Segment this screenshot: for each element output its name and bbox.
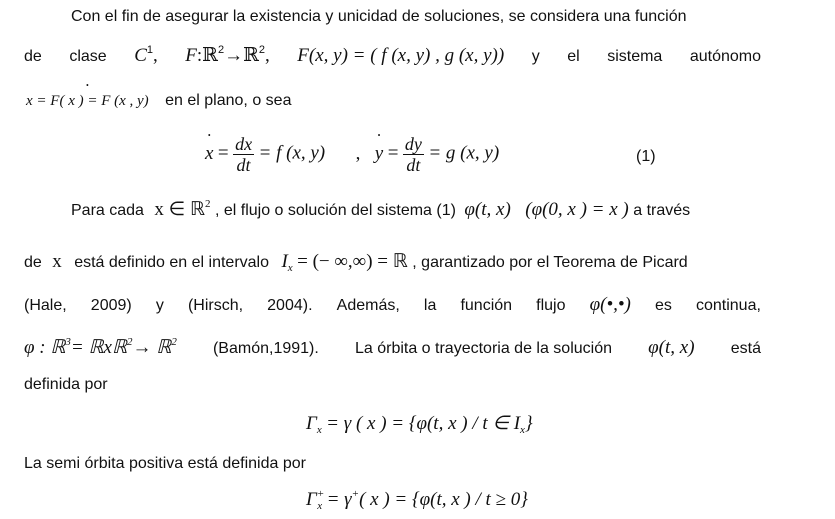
initial-condition: (φ(0, x ) = x ) bbox=[525, 199, 629, 220]
word: clase bbox=[69, 48, 107, 65]
word: (Hirsch, bbox=[187, 297, 244, 314]
p2-line2-f: , garantizado por el Teorema de Picard bbox=[412, 254, 688, 271]
rhs-g: = g (x, y) bbox=[428, 142, 500, 164]
p2-line2-a: de bbox=[24, 254, 42, 271]
autonomous-system: • x = F( x ) = F (x , y) bbox=[26, 93, 149, 109]
rhs-f: = f (x, y) bbox=[258, 142, 326, 164]
word: y bbox=[531, 48, 540, 65]
word: sistema bbox=[607, 48, 663, 65]
gamma-x: $\Gamma_x$ bbox=[306, 413, 322, 436]
equation-1-label: (1) bbox=[636, 148, 656, 165]
p2-line1-f: a través bbox=[633, 202, 691, 219]
word: (Hale, bbox=[24, 297, 67, 314]
p2-line1-c: , el flujo o solución del sistema (1) bbox=[214, 202, 456, 219]
word: de bbox=[24, 48, 42, 65]
word: y bbox=[155, 297, 164, 314]
citation-bamon: (Bamón,1991). bbox=[212, 340, 319, 357]
dx-dt-fraction: $\frac{dx}{dt}$ bbox=[235, 134, 253, 175]
equals: = bbox=[387, 142, 399, 164]
p2-line5: definida por bbox=[24, 376, 108, 393]
word: el bbox=[567, 48, 580, 65]
p2-line1 bbox=[71, 198, 690, 221]
map-F: F:ℝ$^2$→ℝ$^2$, bbox=[185, 44, 270, 66]
p1-line1-text: Con el fin de asegurar la existencia y unicidad de soluciones, se considera una función bbox=[71, 8, 687, 25]
equals: = bbox=[217, 142, 229, 164]
equation-orbit bbox=[306, 412, 533, 436]
phi-dot-dot: φ(•,•) bbox=[589, 294, 631, 315]
p2-line2-c: está definido en el intervalo bbox=[74, 254, 269, 271]
gamma-plus-x: $\Gamma^+_x$ bbox=[306, 488, 325, 512]
word: 2004). bbox=[267, 297, 313, 314]
p3-line: La semi órbita positiva está definida por bbox=[24, 455, 306, 472]
positive-orbit-set: = γ+( x ) = {φ(t, x ) / t ≥ 0} bbox=[326, 488, 528, 510]
dy-dt-fraction: $\frac{dy}{dt}$ bbox=[404, 134, 422, 175]
p2-line4-e: La órbita o trayectoria de la solución bbox=[354, 340, 613, 357]
equation-1 bbox=[205, 134, 499, 175]
F-definition: F(x, y) = ( f (x, y) , g (x, y)) bbox=[297, 45, 505, 66]
p1-line1 bbox=[71, 8, 687, 26]
word: es bbox=[654, 297, 672, 314]
x-in-R2: x ∈ ℝ$^2$ bbox=[154, 198, 211, 220]
equation-positive-orbit bbox=[306, 488, 528, 512]
p1-line3-text: en el plano, o sea bbox=[165, 92, 292, 109]
word: autónomo bbox=[689, 48, 761, 65]
word: 2009) bbox=[90, 297, 132, 314]
comma: , bbox=[355, 142, 361, 164]
orbit-phi: φ(t, x) bbox=[648, 337, 695, 358]
word: la bbox=[423, 297, 437, 314]
interval-I: $I_x$ bbox=[281, 251, 293, 274]
class-c1: $C^1$, bbox=[134, 44, 158, 66]
orbit-set: = γ ( x ) = {φ(t, x ) / t ∈ $I_x$} bbox=[326, 413, 533, 436]
word: está bbox=[730, 340, 761, 357]
p2-line3 bbox=[24, 294, 761, 316]
phi-map: φ : ℝ$^3$= ℝxℝ$^2$→ ℝ$^2$ bbox=[24, 336, 177, 358]
p1-line2 bbox=[24, 44, 761, 67]
word: Además, bbox=[336, 297, 400, 314]
word: continua, bbox=[695, 297, 761, 314]
word: flujo bbox=[536, 297, 566, 314]
word: función bbox=[460, 297, 513, 314]
y-dot: • y bbox=[375, 143, 383, 165]
p1-line3 bbox=[26, 92, 291, 110]
flow-phi: φ(t, x) bbox=[464, 199, 511, 220]
x-symbol: x bbox=[52, 251, 62, 272]
p2-line1-a: Para cada bbox=[71, 202, 144, 219]
p2-line4 bbox=[24, 336, 761, 359]
interval-def: = (− ∞,∞) = ℝ bbox=[297, 251, 408, 272]
p2-line2 bbox=[24, 250, 688, 274]
x-dot: • x bbox=[205, 143, 213, 165]
